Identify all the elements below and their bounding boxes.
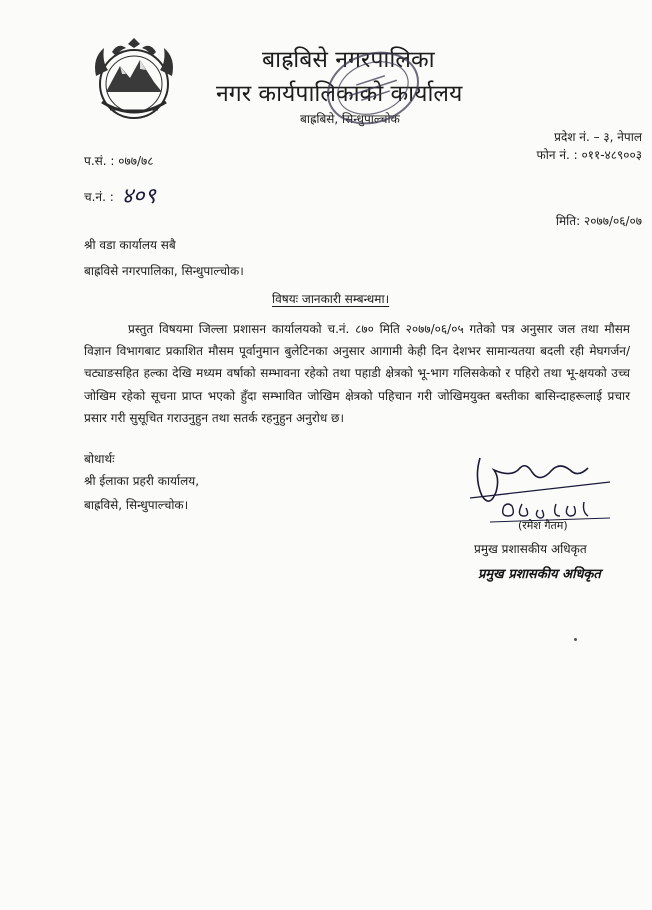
letter-body: प्रस्तुत विषयमा जिल्ला प्रशासन कार्यालयको च.नं. ८७० मिति २०७७/०६/०५ गतेको पत्र अनुसार जल तथा मौसम विज्ञान विभागबाट प्रकाशित मौसम पूर्वानुमान बुलेटिनका अनुसार आगामी केही दिन देशभर सामान्यतया बदली रही मेघगर्जन/चट्याङसहित हल्का देखि मध्यम वर्षाको सम्भावना रहेको तथा पहाडी क्षेत्रको भू-भाग गलिसकेको र पहिरो तथा भू-क्षयको उच्च जोखिम रहेको सूचना प्राप्त भएको हुँदा सम्भावित जोखिम क्षेत्रको पहिचान गरी जोखिमयुक्त बस्तीका बासिन्दाहरूलाई प्रचार प्रसार गरी सुसूचित गराउनुहुन तथा सतर्क रहनुहुन अनुरोध छ। bbox=[84, 322, 630, 425]
office-name: नगर कार्यपालिकाको कार्यालय bbox=[216, 81, 463, 107]
cn-value-handwritten: ४०९ bbox=[121, 184, 156, 209]
subject-line bbox=[272, 290, 389, 307]
subject-text: विषयः जानकारी सम्बन्धमा। bbox=[272, 292, 390, 306]
recipient-line2: बाह्रविसे नगरपालिका, सिन्धुपाल्चोक। bbox=[84, 264, 244, 278]
ink-speck bbox=[574, 638, 577, 641]
cn-label: च.नं. : bbox=[84, 190, 114, 204]
patra-sankhya bbox=[84, 152, 154, 169]
letter-date: मिति: २०७७/०६/०७ bbox=[555, 214, 642, 228]
cc-recipient-line1: श्री ईलाका प्रहरी कार्यालय, bbox=[84, 474, 200, 488]
signatory-title: प्रमुख प्रशासकीय अधिकृत bbox=[474, 542, 587, 556]
ps-label: प.सं. : bbox=[84, 154, 115, 168]
recipient-line1: श्री वडा कार्यालय सबै bbox=[84, 238, 176, 252]
nepal-emblem-logo bbox=[82, 36, 186, 126]
cc-recipient-line2: बाह्रविसे, सिन्धुपाल्चोक। bbox=[84, 498, 189, 512]
office-seal-stamp bbox=[318, 40, 428, 136]
signatory-name: (रमेश गैतम) bbox=[518, 519, 568, 532]
phone-number: फोन नं. : ०११-४८९००३ bbox=[536, 148, 642, 162]
org-name: बाह्रबिसे नगरपालिका bbox=[262, 47, 435, 73]
province-number: प्रदेश नं. – ३, नेपाल bbox=[554, 130, 642, 144]
signatory-title-stamp: प्रमुख प्रशासकीय अधिकृत bbox=[478, 567, 601, 582]
ps-value: ०७७/७८ bbox=[118, 154, 154, 168]
cc-label: बोधार्थः bbox=[84, 452, 115, 466]
chalani-number bbox=[84, 178, 156, 208]
office-address: बाह्रबिसे, सिन्धुपाल्चोक bbox=[300, 112, 400, 126]
